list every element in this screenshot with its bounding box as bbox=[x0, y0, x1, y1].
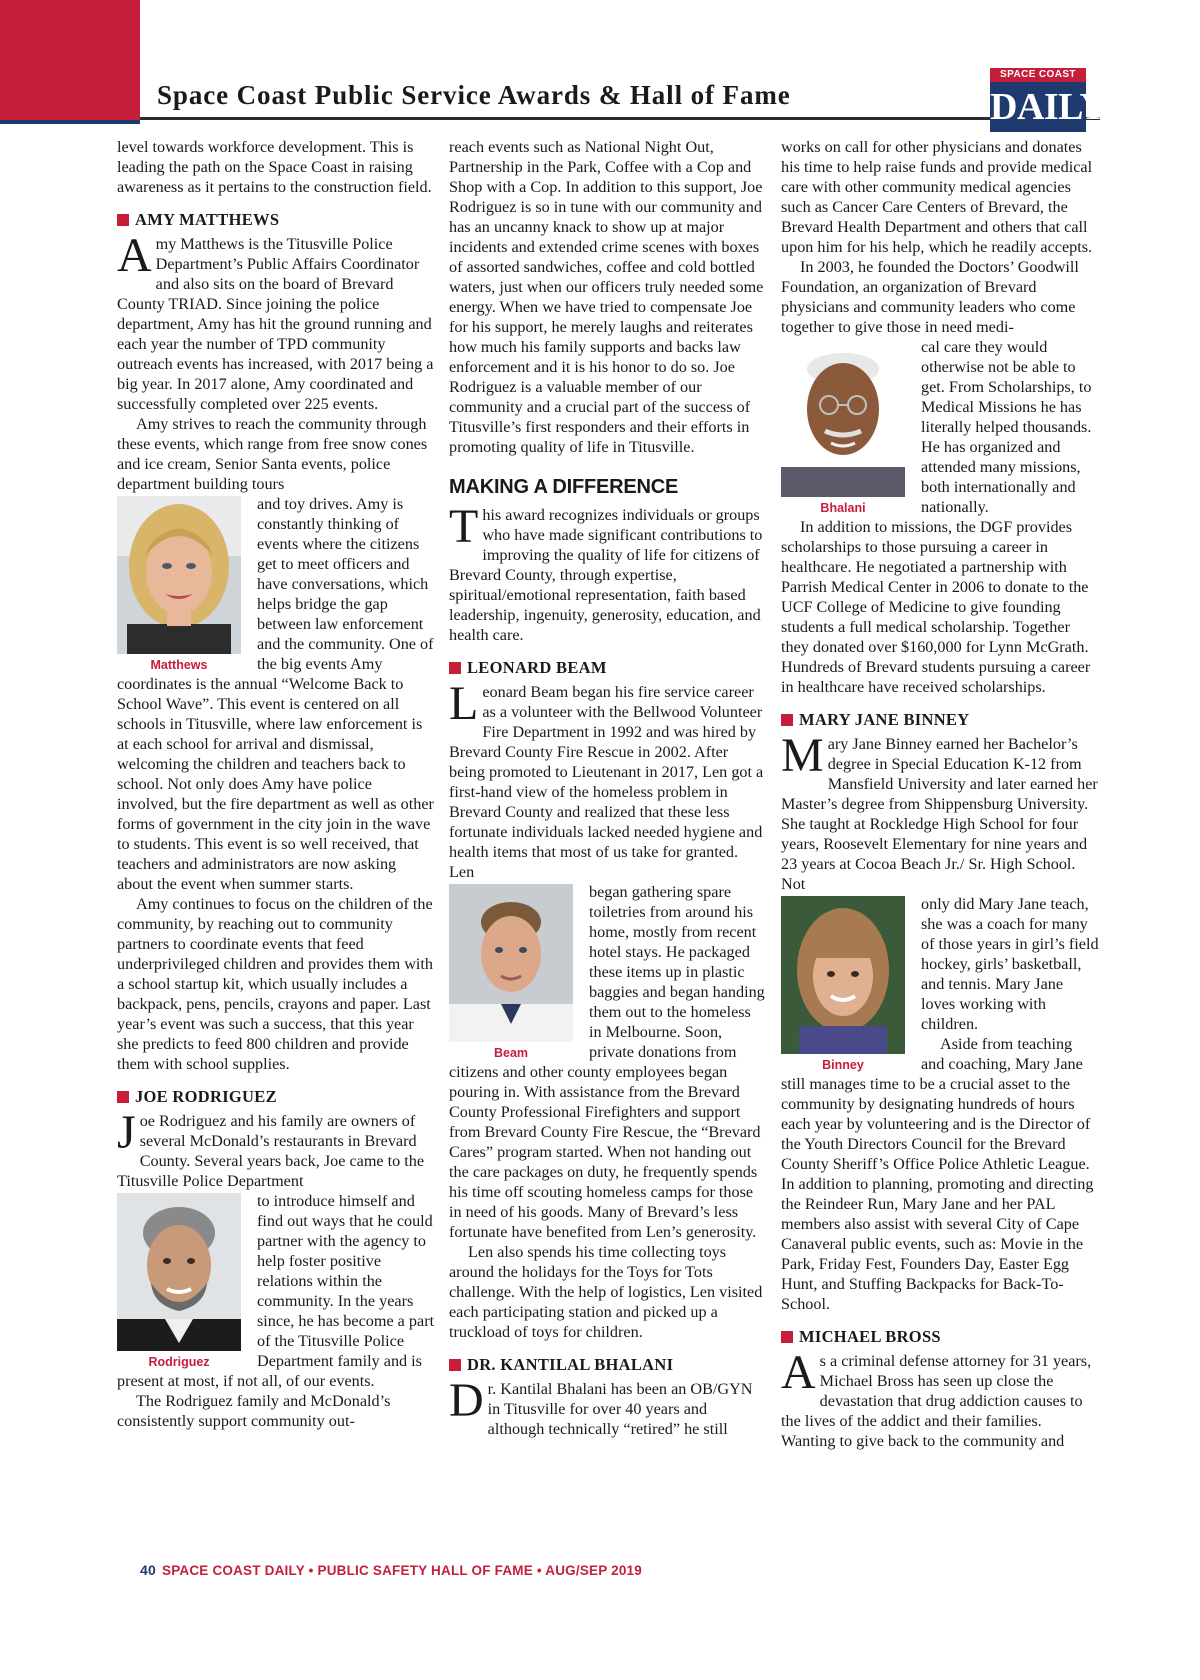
leonard-paragraph-1b: began gathering spare toiletries from around his home, mostly from recent hotel stays. He packaged these items up in plastic baggies and began handing them out to the homeless in Melbourne. Soon, private donations from citizens and other county employees began pouring in. With assistance from the Brevard County Professional Firefighters and support from Brevard County Fire Rescue, the “Brevard Cares” program started. When not handing out the care packages on duty, he frequently spends his time off scouting homeless camps for those in need of his goods. Many of Brevard’s less fortunate have benefited from Len’s generosity. bbox=[449, 883, 765, 1241]
photo-caption: Matthews bbox=[150, 658, 208, 672]
heading-text: MICHAEL BROSS bbox=[799, 1327, 941, 1346]
heading-text: JOE RODRIGUEZ bbox=[135, 1087, 277, 1106]
photo-beam bbox=[449, 884, 577, 1060]
portrait-matthews bbox=[117, 496, 241, 654]
drop-cap: J bbox=[117, 1106, 136, 1159]
section-heading-joe-rodriguez bbox=[117, 1087, 435, 1107]
paragraph-text: oe Rodriguez and his family are owners of several McDonald’s restaurants in Brevard County. Several years back, Joe came to the Titusville Police Department bbox=[117, 1112, 425, 1190]
section-heading-making-a-difference: MAKING A DIFFERENCE bbox=[449, 476, 679, 498]
page-title: Space Coast Public Service Awards & Hall of Fame bbox=[157, 80, 791, 110]
header-rule-left bbox=[0, 120, 140, 124]
drop-cap: M bbox=[781, 729, 824, 782]
making-paragraph bbox=[449, 500, 767, 645]
corner-color-block bbox=[0, 0, 140, 120]
portrait-rodriguez bbox=[117, 1193, 241, 1351]
column-3 bbox=[781, 137, 1099, 1451]
paragraph-text: r. Kantilal Bhalani has been an OB/GYN in Titusville for over 40 years and although technically “retired” he still bbox=[487, 1380, 753, 1438]
mary-paragraph-1b: only did Mary Jane teach, she was a coach for many of those years in girl’s field hockey, girls’ basketball, and tennis. Mary Jane loves working with children. bbox=[921, 895, 1099, 1033]
section-heading-michael-bross bbox=[781, 1327, 1099, 1347]
joe-paragraph-2: The Rodriguez family and McDonald’s consistently support community out- bbox=[117, 1392, 391, 1430]
photo-caption: Beam bbox=[493, 1046, 529, 1060]
page-number: 40 bbox=[140, 1562, 156, 1578]
paragraph-text: my Matthews is the Titusville Police Department’s Public Affairs Coordinator and also sits on the board of Brevard County TRIAD. Since joining the police department, Amy has hit the ground running and each year the number of TPD community outreach events has increased, with 2017 being a big year. In 2017 alone, Amy coordinated and successfully completed over 225 events. bbox=[117, 235, 434, 413]
column-1 bbox=[117, 137, 435, 1431]
portrait-bhalani bbox=[781, 339, 905, 497]
paragraph-text: s a criminal defense attorney for 31 years, Michael Bross has seen up close the devastation that drug addiction causes to the lives of the addict and their families. Wanting to give back to the community and bbox=[781, 1352, 1092, 1450]
section-heading-mary-jane-binney bbox=[781, 710, 1099, 730]
bhalani-paragraph-3: In addition to missions, the DGF provides scholarships to those pursuing a career in healthcare. He negotiated a partnership with Parrish Medical Center in 2006 to donate to the UCF College of Medicine to give founding students a full medical scholarship. Together they donated over $160,000 for Lynn McGrath. Hundreds of Brevard students pursuing a career in healthcare have received scholarships. bbox=[781, 518, 1091, 696]
red-square-icon bbox=[781, 714, 793, 726]
mary-paragraph-2: Aside from teaching and coaching, Mary Jane still manages time to be a crucial asset to the community by designating hundreds of hours each year by volunteering and is the Director of the Youth Directors Council for the Brevard County Sheriff’s Office Police Athletic League. In addition to planning, promoting and directing the Reindeer Run, Mary Jane and her PAL members also assist with several City of Cape Canaveral public events, such as: Movie in the Park, Friday Fest, Founders Day, Easter Egg Hunt, and Stuffing Backpacks for Back-To-School. bbox=[781, 1035, 1094, 1313]
drop-cap: L bbox=[449, 677, 479, 730]
section-heading-amy-matthews bbox=[117, 210, 435, 230]
photo-binney bbox=[781, 896, 909, 1072]
leonard-paragraph-1a bbox=[449, 677, 767, 882]
intro-paragraph: level towards workforce development. This is leading the path on the Space Coast in raising awareness as it pertains to the construction field. bbox=[117, 138, 432, 196]
photo-matthews bbox=[117, 496, 245, 672]
heading-text: AMY MATTHEWS bbox=[135, 210, 280, 229]
photo-caption: Bhalani bbox=[820, 501, 866, 515]
drop-cap: A bbox=[117, 229, 152, 282]
heading-text: MARY JANE BINNEY bbox=[799, 710, 970, 729]
heading-text: DR. KANTILAL BHALANI bbox=[467, 1355, 674, 1374]
amy-paragraph-3: Amy continues to focus on the children of the community, by reaching out to community partners to coordinate events that feed underprivileged children and provides them with a school startup kit, which usually includes a backpack, pens, pencils, crayons and paper. Last year’s event was such a success, that this year she predicts to feed 800 children and provide them with school supplies. bbox=[117, 895, 434, 1073]
bhalani-paragraph-2a: In 2003, he founded the Doctors’ Goodwill Foundation, an organization of Brevard physicians and community leaders who come together to give those in need medi- bbox=[781, 258, 1079, 336]
section-heading-kantilal-bhalani bbox=[449, 1355, 767, 1375]
leonard-paragraph-2: Len also spends his time collecting toys around the holidays for the Toys for Tots challenge. With the help of logistics, Len visited each participating station and picked up a truckload of toys for children. bbox=[449, 1243, 763, 1341]
portrait-binney bbox=[781, 896, 905, 1054]
photo-caption: Binney bbox=[822, 1058, 864, 1072]
photo-caption: Rodriguez bbox=[148, 1355, 210, 1369]
red-square-icon bbox=[117, 214, 129, 226]
paragraph-text: his award recognizes individuals or groups who have made significant contributions to improving the quality of life for citizens of Brevard County, through expertise, spiritual/emotional representation, faith based leadership, ingenuity, generosity, education, and health care. bbox=[449, 506, 763, 644]
mary-paragraph-1a bbox=[781, 729, 1099, 894]
column-2 bbox=[449, 137, 767, 1439]
header-rule bbox=[140, 117, 1100, 120]
red-square-icon bbox=[781, 1331, 793, 1343]
joe-paragraph-1b: to introduce himself and find out ways that he could partner with the agency to help foster positive relations within the community. In the years since, he has become a part of the Titusville Police Department family and is present at most, if not all, of our events. bbox=[117, 1192, 435, 1390]
bhalani-continued-paragraph: works on call for other physicians and donates his time to help raise funds and provide medical care with other community medical agencies such as Cancer Care Centers of Brevard, the Brevard Health Department and others that call upon him for his help, which he readily accepts. bbox=[781, 138, 1093, 256]
joe-continued-paragraph: reach events such as National Night Out, Partnership in the Park, Coffee with a Cop and Shop with a Cop. In addition to this support, Joe Rodriguez is so in tune with our community and has an uncanny knack to show up at major incidents and extended crime scenes with boxes of assorted sandwiches, coffee and cold bottled waters, just when our officers truly needed some energy. When we have tried to compensate Joe for his support, he merely laughs and reiterates how much his family supports and backs law enforcement and it is his honor to do so. Joe Rodriguez is a valuable member of our community and a crucial part of the success of Titusville’s first responders and their efforts in promoting quality of life in Titusville. bbox=[449, 138, 764, 456]
amy-paragraph-2a: Amy strives to reach the community through these events, which range from free snow cones and ice cream, Senior Santa events, police department building tours bbox=[117, 415, 428, 493]
portrait-beam bbox=[449, 884, 573, 1042]
drop-cap: A bbox=[781, 1346, 816, 1399]
space-coast-daily-logo bbox=[990, 68, 1107, 132]
page-footer bbox=[140, 1562, 642, 1578]
red-square-icon bbox=[449, 1359, 461, 1371]
logo-top-text: SPACE COAST bbox=[990, 68, 1086, 82]
michael-paragraph-1 bbox=[781, 1346, 1099, 1451]
paragraph-text: eonard Beam began his fire service career as a volunteer with the Bellwood Volunteer Fire Department in 1992 and was hired by Brevard County Fire Rescue in 2002. After being promoted to Lieutenant in 2017, Len got a first-hand view of the homeless problem in Brevard County and realized that these less fortunate individuals lacked needed hygiene and health items that most of us take for granted. Len bbox=[449, 683, 764, 881]
bhalani-paragraph-1 bbox=[449, 1374, 767, 1439]
drop-cap: T bbox=[449, 500, 479, 553]
joe-paragraph-1a bbox=[117, 1106, 435, 1191]
section-heading-leonard-beam bbox=[449, 658, 767, 678]
red-square-icon bbox=[117, 1091, 129, 1103]
photo-rodriguez bbox=[117, 1193, 245, 1369]
paragraph-text: ary Jane Binney earned her Bachelor’s degree in Special Education K-12 from Mansfield University and later earned her Master’s degree from Shippensburg University. She taught at Rockledge High School for four years, Roosevelt Elementary for nine years and 23 years at Cocoa Beach Jr./ Sr. High School. Not bbox=[781, 735, 1098, 893]
photo-bhalani bbox=[781, 339, 909, 515]
amy-paragraph-2b: and toy drives. Amy is constantly thinking of events where the citizens get to meet officers and have conversations, which helps bridge the gap between law enforcement and the community. One of the big events Amy coordinates is the annual “Welcome Back to School Wave”. This event is centered on all schools in Titusville, where law enforcement is at each school for arrival and dismissal, welcoming the children and teachers back to school. Not only does Amy have police involved, but the fire department as well as other forms of government in the city join in the wave to students. This event is so well received, that teachers and administrators are now asking about the event when summer starts. bbox=[117, 495, 434, 893]
bhalani-paragraph-2b: cal care they would otherwise not be able to get. From Scholarships, to Medical Missions he has literally helped thousands. He has organized and attended many missions, both internationally and nationally. bbox=[921, 338, 1092, 516]
logo-main-text: DAILY bbox=[990, 82, 1086, 132]
amy-paragraph-1 bbox=[117, 229, 435, 414]
red-square-icon bbox=[449, 662, 461, 674]
footer-text: SPACE COAST DAILY • PUBLIC SAFETY HALL OF FAME • AUG/SEP 2019 bbox=[161, 1563, 642, 1578]
drop-cap: D bbox=[449, 1374, 484, 1427]
heading-text: LEONARD BEAM bbox=[467, 658, 607, 677]
